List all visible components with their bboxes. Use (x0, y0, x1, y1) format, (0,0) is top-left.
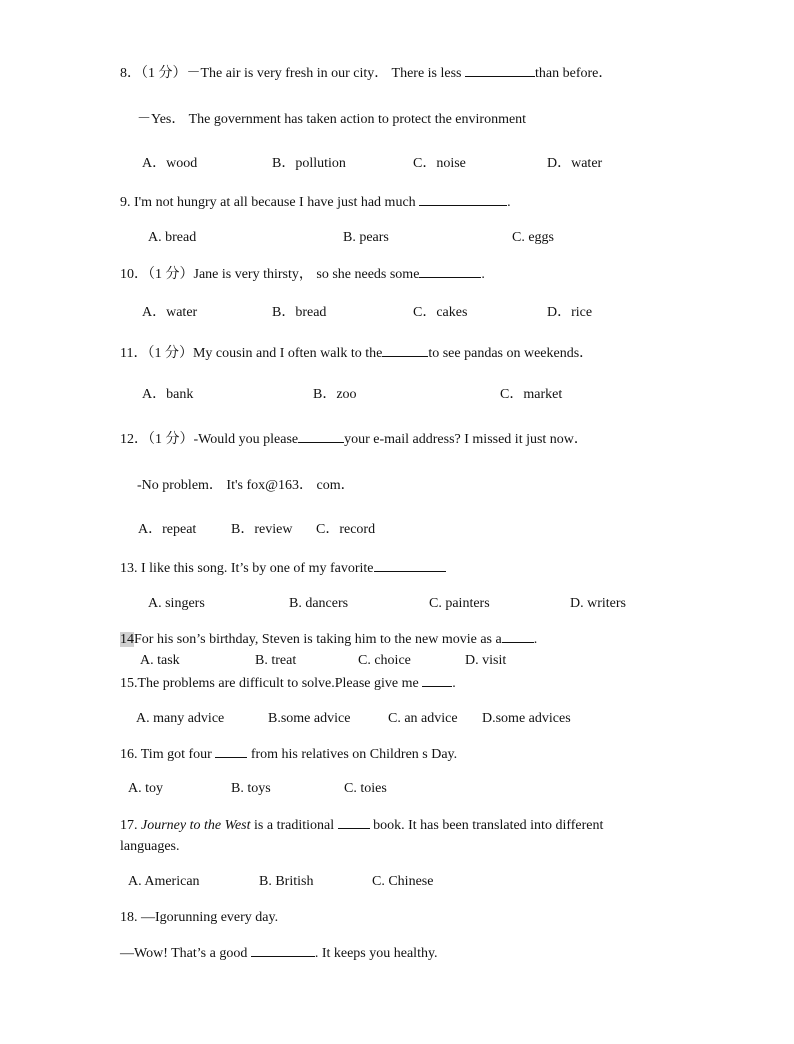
answer-blank (502, 630, 534, 643)
option-c[interactable]: C. an advice (388, 711, 458, 726)
question-12-reply: -No problem． It's fox@163． com． (137, 478, 355, 493)
option-b[interactable]: B. dancers (289, 596, 349, 611)
answer-blank (422, 674, 452, 687)
option-b[interactable]: B．pollution (272, 156, 346, 171)
option-a[interactable]: A. American (128, 874, 200, 889)
option-a[interactable]: A. toy (128, 781, 163, 796)
answer-blank (374, 559, 446, 572)
answer-blank (338, 816, 370, 829)
option-b[interactable]: B. treat (255, 653, 297, 668)
book-title: Journey to the West (141, 818, 251, 833)
option-d[interactable]: D.some advices (482, 711, 571, 726)
question-10-stem: 10．（1 分）Jane is very thirsty， so she needs some . (120, 267, 485, 282)
question-18-stem: 18. —Igorunning every day. (120, 910, 279, 925)
question-13-stem: 13. I like this song. It’s by one of my favorite (120, 559, 446, 578)
answer-blank (298, 430, 344, 443)
option-d[interactable]: D．water (547, 156, 603, 171)
answer-blank (419, 193, 507, 206)
question-8-reply: －Yes． The government has taken action to protect the environment (137, 112, 527, 127)
question-17-continued: languages. (120, 839, 180, 854)
option-b[interactable]: B．review (231, 522, 293, 537)
question-17-stem: 17. Journey to the West is a traditional book. It has been translated into different (120, 818, 604, 833)
option-a[interactable]: A．bank (142, 387, 194, 402)
option-b[interactable]: B. toys (231, 781, 271, 796)
option-c[interactable]: C. toies (344, 781, 387, 796)
answer-blank (465, 64, 535, 77)
question-15-stem: 15.The problems are difficult to solve.Please give me . (120, 676, 456, 691)
question-16-stem: 16. Tim got four from his relatives on Children s Day. (120, 747, 458, 762)
option-a[interactable]: A. bread (148, 230, 197, 245)
option-c[interactable]: C. eggs (512, 230, 554, 245)
option-d[interactable]: D. visit (465, 653, 507, 668)
option-a[interactable]: A．repeat (138, 522, 197, 537)
answer-blank (382, 344, 428, 357)
option-b[interactable]: B.some advice (268, 711, 351, 726)
question-11-stem: 11．（1 分）My cousin and I often walk to the to see pandas on weekends． (120, 346, 594, 361)
option-a[interactable]: A．wood (142, 156, 198, 171)
question-9-stem: 9. I'm not hungry at all because I have just had much . (120, 195, 511, 210)
option-c[interactable]: C. choice (358, 653, 411, 668)
option-b[interactable]: B．zoo (313, 387, 357, 402)
option-a[interactable]: A. many advice (136, 711, 225, 726)
option-b[interactable]: B. pears (343, 230, 389, 245)
question-12-stem: 12．（1 分）-Would you please your e-mail address? I missed it just now． (120, 432, 588, 447)
question-8-stem: 8．（1 分）－The air is very fresh in our city． There is less than before． (120, 66, 613, 81)
option-c[interactable]: C．market (500, 387, 563, 402)
option-c[interactable]: C. painters (429, 596, 490, 611)
option-c[interactable]: C．noise (413, 156, 466, 171)
option-b[interactable]: B．bread (272, 305, 327, 320)
answer-blank (251, 944, 315, 957)
option-c[interactable]: C．cakes (413, 305, 468, 320)
question-18-reply: —Wow! That’s a good . It keeps you healthy. (120, 946, 438, 961)
option-d[interactable]: D．rice (547, 305, 593, 320)
answer-blank (419, 265, 481, 278)
option-b[interactable]: B. British (259, 874, 314, 889)
option-a[interactable]: A. singers (148, 596, 205, 611)
question-14-stem: 14For his son’s birthday, Steven is taking him to the new movie as a . (120, 632, 538, 647)
option-a[interactable]: A. task (140, 653, 180, 668)
question-number-highlight: 14 (120, 632, 134, 647)
option-d[interactable]: D. writers (570, 596, 626, 611)
answer-blank (215, 745, 247, 758)
option-a[interactable]: A．water (142, 305, 198, 320)
option-c[interactable]: C. Chinese (372, 874, 434, 889)
option-c[interactable]: C．record (316, 522, 376, 537)
